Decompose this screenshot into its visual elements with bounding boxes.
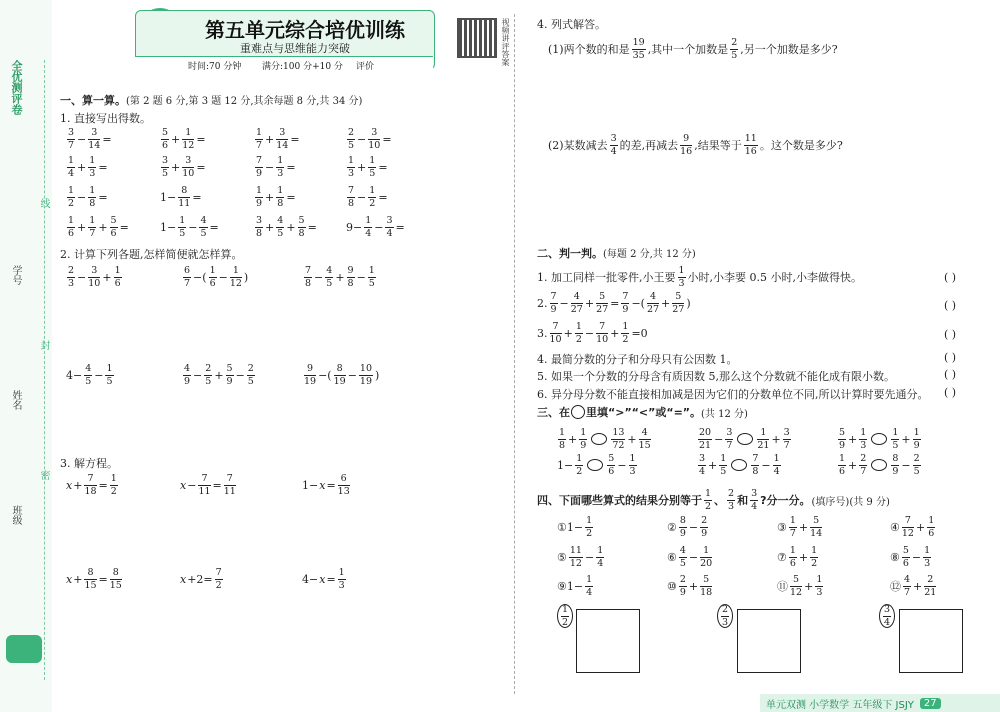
mental-math-item: 3 8 + 4 5 + 5 8 = xyxy=(256,215,317,239)
judge-answer-3[interactable]: ( ) xyxy=(944,328,957,341)
sort-item: ⑩ 2 9 + 5 18 xyxy=(667,574,713,598)
time-limit: 时间:70 分钟 xyxy=(188,62,242,72)
judge-item-2: 2. 7 9 − 4 27 + 5 27 = 7 9 −( 4 27 + 5 27 ) xyxy=(537,291,691,315)
mental-math-item: 1 2 − 1 8 = xyxy=(68,185,108,209)
sort-item: ③ 1 7 + 5 14 xyxy=(777,515,823,539)
q2-expr-3: 7 8 − 4 5 + 9 8 − 1 5 xyxy=(305,265,375,289)
sec1-note: (第 2 题 6 分,第 3 题 12 分,其余每题 8 分,共 34 分) xyxy=(126,96,363,107)
page-subtitle: 重难点与思维能力突破 xyxy=(240,42,350,55)
judge-answer-6[interactable]: ( ) xyxy=(944,386,957,399)
sec3-heading: 三、在 里填“>”“<”或“=”。 (共 12 分) xyxy=(537,406,748,420)
mental-math-item: 1 4 + 1 3 = xyxy=(68,155,108,179)
page-title: 第五单元综合培优训练 xyxy=(205,18,405,42)
judge-item-4: 4. 最简分数的分子和分母只有公因数 1。 xyxy=(537,353,738,366)
judge-answer-5[interactable]: ( ) xyxy=(944,368,957,381)
sec4-heading: 四、下面哪些算式的结果分别等于 1 2 、 2 3 和 3 4 ?分一分。 (填序号)(共 9 分) xyxy=(537,488,890,512)
mascot-logo xyxy=(6,635,42,663)
mental-math-item: 1 6 + 1 7 + 5 6 = xyxy=(68,215,129,239)
sort-item: ①1− 1 2 xyxy=(557,515,593,539)
q4-part2: (2)某数减去 3 4 的差,再减去 9 16 ,结果等于 11 16 。这个数是多少? xyxy=(548,133,843,157)
sort-item: ④ 7 12 + 1 6 xyxy=(890,515,935,539)
compare-item[interactable]: 3 4 + 1 5 7 8 − 1 4 xyxy=(699,453,780,477)
mental-math-item: 3 7 − 3 14 = xyxy=(68,127,112,151)
q3-eq-1: x + 7 18 = 1 2 xyxy=(66,473,117,497)
compare-item[interactable]: 1− 1 2 5 6 − 1 3 xyxy=(557,453,636,477)
mental-math-item: 1− 1 5 − 4 5 = xyxy=(160,215,219,239)
mental-math-item: 1 7 + 3 14 = xyxy=(256,127,300,151)
q3-eq-4: x + 8 15 = 8 15 xyxy=(66,567,122,591)
q4-label: 4. 列式解答。 xyxy=(537,18,606,31)
compare-item[interactable]: 1 6 + 2 7 8 9 − 2 5 xyxy=(839,453,920,477)
q2-label: 2. 计算下列各题,怎样简便就怎样算。 xyxy=(60,248,243,261)
q1-label: 1. 直接写出得数。 xyxy=(60,112,151,125)
q4-part1: (1)两个数的和是 19 35 ,其中一个加数是 2 5 ,另一个加数是多少? xyxy=(548,37,838,61)
q2-expr-6: 9 19 −( 8 19 − 10 19 ) xyxy=(304,363,380,387)
target-three-quarters: 3 4 xyxy=(879,604,895,628)
sec2-note: (每题 2 分,共 12 分) xyxy=(603,249,696,260)
page-number: 27 xyxy=(920,698,941,709)
sort-item: ⑫ 4 7 + 2 21 xyxy=(890,574,937,598)
qr-code[interactable] xyxy=(457,18,497,58)
mental-math-item: 5 6 + 1 12 = xyxy=(162,127,206,151)
footer: 单元双测 小学数学 五年级下 JSJY 27 xyxy=(760,694,1000,712)
sort-item: ② 8 9 − 2 9 xyxy=(667,515,708,539)
qr-label: 视频讲评答案 xyxy=(501,18,510,66)
sort-item: ⑨1− 1 4 xyxy=(557,574,593,598)
sort-item: ⑪ 5 12 + 1 3 xyxy=(777,574,823,598)
q3-eq-2: x − 7 11 = 7 11 xyxy=(180,473,236,497)
compare-item[interactable]: 5 9 + 1 3 1 5 + 1 9 xyxy=(839,427,920,451)
q3-label: 3. 解方程。 xyxy=(60,457,118,470)
sort-item: ⑤ 11 12 − 1 4 xyxy=(557,545,604,569)
target-two-thirds: 2 3 xyxy=(717,604,733,628)
mental-math-item: 7 9 − 1 3 = xyxy=(256,155,296,179)
q2-expr-5: 4 9 − 2 5 + 5 9 − 2 5 xyxy=(184,363,254,387)
cut-line xyxy=(44,60,45,680)
sort-item: ⑥ 4 5 − 1 20 xyxy=(667,545,713,569)
seal-char-mi: 密 xyxy=(38,470,49,480)
q2-expr-2: 6 7 −( 1 6 − 1 12 ) xyxy=(184,265,249,289)
judge-answer-4[interactable]: ( ) xyxy=(944,351,957,364)
judge-answer-2[interactable]: ( ) xyxy=(944,299,957,312)
compare-item[interactable]: 1 8 + 1 9 13 72 + 4 15 xyxy=(559,427,651,451)
label-student-id: 学号 xyxy=(10,265,21,285)
compare-item[interactable]: 20 21 − 3 7 1 21 + 3 7 xyxy=(699,427,790,451)
judge-item-1: 1. 加工同样一批零件,小王要 1 3 小时,小李要 0.5 小时,小李做得快。 xyxy=(537,265,863,289)
sec2-title: 二、判一判。 xyxy=(537,247,603,260)
seal-char-xian: 线 xyxy=(38,198,49,208)
sec1-title: 一、算一算。 xyxy=(60,94,126,107)
judge-answer-1[interactable]: ( ) xyxy=(944,271,957,284)
full-score: 满分:100 分+10 分 xyxy=(262,62,343,72)
answer-box-half[interactable] xyxy=(576,609,640,673)
answer-box-two-thirds[interactable] xyxy=(737,609,801,673)
page-divider xyxy=(514,14,515,694)
q2-expr-4: 4− 4 5 − 1 5 xyxy=(66,363,113,387)
mental-math-item: 3 5 + 3 10 = xyxy=(162,155,206,179)
mental-math-item: 9− 1 4 − 3 4 = xyxy=(346,215,405,239)
q3-eq-5: x +2= 7 2 xyxy=(180,567,222,591)
seal-char-feng: 封 xyxy=(38,340,49,350)
brand-vertical: 全优测评卷 xyxy=(10,60,23,115)
label-name: 姓名 xyxy=(10,390,21,410)
label-class: 班级 xyxy=(10,505,21,525)
mental-math-item: 2 5 − 3 10 = xyxy=(348,127,392,151)
judge-item-5: 5. 如果一个分数的分母含有质因数 5,那么这个分数就不能化成有限小数。 xyxy=(537,370,895,383)
q3-eq-6: 4− x = 1 3 xyxy=(302,567,345,591)
mental-math-item: 7 8 − 1 2 = xyxy=(348,185,388,209)
mental-math-item: 1 3 + 1 5 = xyxy=(348,155,388,179)
judge-item-6: 6. 异分母分数不能直接相加减是因为它们的分数单位不同,所以计算时要先通分。 xyxy=(537,388,929,401)
q3-eq-3: 1− x = 6 13 xyxy=(302,473,350,497)
sort-item: ⑦ 1 6 + 1 2 xyxy=(777,545,818,569)
mental-math-item: 1− 8 11 = xyxy=(160,185,202,209)
mental-math-item: 1 9 + 1 8 = xyxy=(256,185,296,209)
target-half: 1 2 xyxy=(557,604,573,628)
eval-label: 评价 xyxy=(356,62,375,72)
answer-box-three-quarters[interactable] xyxy=(899,609,963,673)
sort-item: ⑧ 5 6 − 1 3 xyxy=(890,545,931,569)
judge-item-3: 3. 7 10 + 1 2 − 7 10 + 1 2 =0 xyxy=(537,321,648,345)
q2-expr-1: 2 3 − 3 10 + 1 6 xyxy=(68,265,121,289)
